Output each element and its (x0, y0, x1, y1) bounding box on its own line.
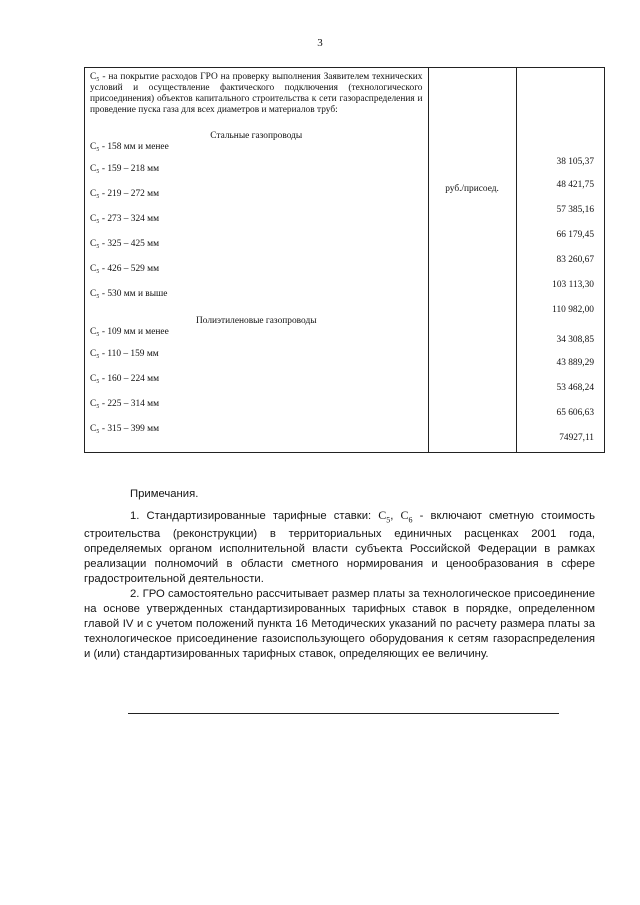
table-row-value: 48 421,75 (556, 180, 594, 190)
unit-cell (428, 68, 516, 453)
table-row-label: С₅ - 225 – 314 мм (90, 399, 160, 409)
table-row-value: 53 468,24 (556, 383, 594, 393)
table-row-label: С₅ - 325 – 425 мм (90, 239, 160, 249)
unit-label: руб./присоед. (445, 184, 499, 194)
notes-section (84, 487, 595, 662)
table-row-value: 38 105,37 (556, 157, 594, 167)
table-row-value: 43 889,29 (556, 358, 594, 368)
table-row-label: С₅ - 426 – 529 мм (90, 264, 160, 274)
table-row-label: С₅ - 110 – 159 мм (90, 349, 159, 359)
table-row-value: 103 113,30 (552, 280, 594, 290)
table-row-label: С₅ - 159 – 218 мм (90, 164, 160, 174)
table-intro: С₅ - на покрытие расходов ГРО на проверку выполнения Заявителем технических условий и осуществление фактического подключения (технологического присоединения) объектов капитального строительства к сети газораспределения и проведение пуска газа для всех диаметров и материалов труб: (90, 72, 423, 115)
notes-title: Примечания. (130, 488, 199, 500)
table-row-label: С₅ - 219 – 272 мм (90, 189, 160, 199)
table-row-label: С₅ - 158 мм и менее (90, 142, 169, 152)
note-1-text: - включают сметную стоимость строительства (реконструкции) в территориальных единичных расценках 2001 года, определяемых органом исполнительной власти субъекта Российской Федерации в рамках реализации полномочий в области сметного нормирования и ценообразования в сфере градостроительной деятельности. (84, 510, 595, 586)
poly-heading: Полиэтиленовые газопроводы (195, 316, 317, 326)
table-row-label: С₅ - 315 – 399 мм (90, 424, 160, 434)
table-row-value: 65 606,63 (556, 408, 594, 418)
table-row-value: 34 308,85 (556, 335, 594, 345)
table-row-label: С₅ - 273 – 324 мм (90, 214, 160, 224)
description-cell (85, 68, 429, 453)
table-row-label: С₅ - 109 мм и менее (90, 327, 169, 337)
table-row-value: 57 385,16 (556, 205, 594, 215)
table-row-value: 110 982,00 (552, 305, 594, 315)
note-2: 2. ГРО самостоятельно рассчитывает размер платы за технологическое присоединение на основе утвержденных стандартизированных тарифных ставок в порядке, определенном главой IV и с учетом положений пункта 16 Методических указаний по расчету размера платы за технологическое присоединение газоиспользующего оборудования к сетям газораспределения и (или) стандартизированных тарифных ставок, определяющих ее величину. (84, 588, 595, 661)
page-number: 3 (317, 37, 323, 49)
steel-heading: Стальные газопроводы (210, 131, 303, 141)
table-row-value: 83 260,67 (556, 255, 594, 265)
note-1-lead: 1. Стандартизированные тарифные ставки: (130, 510, 372, 522)
table-row-label: С₅ - 530 мм и выше (90, 289, 168, 299)
table-row-label: С₅ - 160 – 224 мм (90, 374, 160, 384)
c5-symbol: $С_5$ (378, 508, 391, 525)
value-cell (516, 68, 604, 453)
c6-symbol: $С_6$ (400, 508, 413, 525)
note-1: 1. Стандартизированные тарифные ставки: $С_5$, $С_6$ - включают сметную стоимость строительства (реконструкции) в территориальных единичных расценках 2001 года, определяемых органом исполнительной власти субъекта Российской Федерации в рамках реализации полномочий в области сметного нормирования и ценообразования в сфере градостроительной деятельности. (84, 508, 595, 586)
tariff-table (84, 67, 605, 453)
table-row-value: 74927,11 (559, 433, 594, 443)
table-row-value: 66 179,45 (556, 230, 594, 240)
footer-divider (128, 713, 559, 714)
